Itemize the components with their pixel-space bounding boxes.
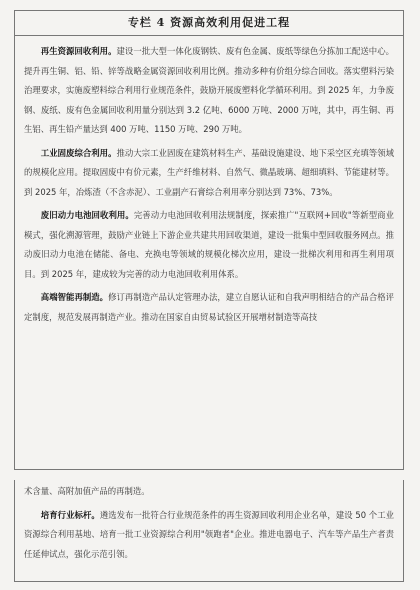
paragraph-text: 建设一批大型一体化废钢铁、废有色金属、废纸等绿色分拣加工配送中心。提升再生铜、铝、铅、锌等战略金属资源回收利用比例。推动多种有价组分综合回收。落实塑料污染治理要求，实施废塑料综合利用行业规范条件，鼓励开展废塑料化学循环利用。到 2025 年，力争废钢、废纸、废有色金属回收利用量分别达到 3.2 亿吨、6000 万吨、2000 万吨，其中，再生铜、再生铝、再生铅产量达到 400 万吨、1150 万吨、290 万吨。 <box>24 46 395 134</box>
paragraph-heading: 培育行业标杆。 <box>40 509 100 520</box>
box-title: 专栏 4 资源高效利用促进工程 <box>15 11 403 36</box>
paragraph-benchmark <box>24 506 394 565</box>
paragraph-recycling <box>24 42 394 140</box>
feature-box <box>14 10 404 470</box>
paragraph-heading: 废旧动力电池回收利用。 <box>40 210 134 220</box>
paragraph-heading: 再生资源回收利用。 <box>40 46 117 56</box>
paragraph-industrial-waste <box>24 144 394 203</box>
paragraph-text: 修订再制造产品认定管理办法，建立自愿认证和自我声明相结合的产品合格评定制度，规范发展再制造产业。推动在国家自由贸易试验区开展增材制造等高技 <box>24 292 395 322</box>
paragraph-heading: 高端智能再制造。 <box>40 292 109 302</box>
paragraph-text: 遴选发布一批符合行业规范条件的再生资源回收利用企业名单，建设 50 个工业资源综合利用基地、培育一批工业资源综合利用"领跑者"企业。推进电器电子、汽车等产品生产者责任延伸试点，强化示范引领。 <box>24 509 395 559</box>
feature-box-continued <box>14 480 404 582</box>
paragraph-heading: 工业固废综合利用。 <box>40 147 117 158</box>
paragraph-text: 推动大宗工业固废在建筑材料生产、基础设施建设、地下采空区充填等领域的规模化应用。提取固废中有价元素，生产纤维材料、自然气、微晶玻璃、超细填料、节能建材等。到 2025 年，冶炼渣（不含赤泥）、工业副产石膏综合利用率分别达到 73%、73%。 <box>24 147 395 197</box>
paragraph-remanufacturing <box>24 288 394 327</box>
box-content <box>15 36 403 327</box>
box-content <box>15 480 403 564</box>
paragraph-text: 完善动力电池回收利用法规制度，探索推广"互联网+回收"等新型商业模式，强化溯源管理，鼓励产业链上下游企业共建共用回收渠道，建设一批集中型回收服务网点。推动废旧动力电池在储能、备电、充换电等领域的规模化梯次应用，建设一批梯次利用和再生利用项目。到 2025 年，建成较为完善的动力电池回收利用体系。 <box>24 210 394 279</box>
paragraph-battery <box>24 206 394 284</box>
paragraph-continuation: 术含量、高附加值产品的再制造。 <box>24 486 150 496</box>
